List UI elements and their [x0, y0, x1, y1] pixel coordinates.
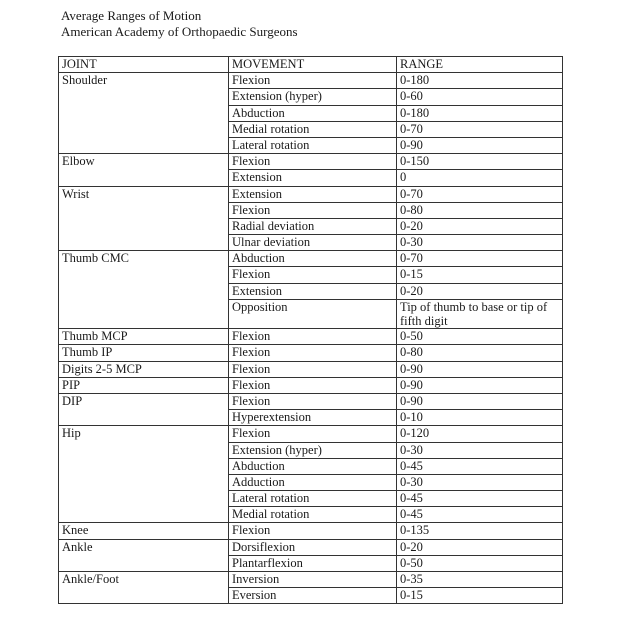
movement-cell: Medial rotation: [229, 507, 397, 523]
table-row: [59, 345, 563, 361]
range-cell: 0-90: [397, 361, 563, 377]
joint-cell: [59, 474, 229, 490]
joint-cell: PIP: [59, 377, 229, 393]
header-movement: MOVEMENT: [229, 57, 397, 73]
movement-cell: Medial rotation: [229, 121, 397, 137]
movement-cell: Flexion: [229, 523, 397, 539]
movement-cell: Inversion: [229, 572, 397, 588]
range-cell: 0-45: [397, 458, 563, 474]
joint-cell: [59, 442, 229, 458]
joint-cell: [59, 458, 229, 474]
movement-cell: Opposition: [229, 299, 397, 328]
table-row: [59, 137, 563, 153]
joint-cell: [59, 235, 229, 251]
range-cell: 0-45: [397, 507, 563, 523]
table-row: [59, 218, 563, 234]
joint-cell: DIP: [59, 393, 229, 409]
range-cell: 0-70: [397, 251, 563, 267]
joint-cell: [59, 588, 229, 604]
movement-cell: Radial deviation: [229, 218, 397, 234]
range-cell: 0-70: [397, 186, 563, 202]
range-cell: 0-50: [397, 329, 563, 345]
joint-cell: Digits 2-5 MCP: [59, 361, 229, 377]
table-row: [59, 89, 563, 105]
table-row: [59, 361, 563, 377]
joint-cell: [59, 283, 229, 299]
range-cell: 0-20: [397, 283, 563, 299]
movement-cell: Eversion: [229, 588, 397, 604]
range-cell: 0-15: [397, 588, 563, 604]
movement-cell: Extension (hyper): [229, 89, 397, 105]
table-row: [59, 426, 563, 442]
joint-cell: [59, 555, 229, 571]
document-heading: [61, 8, 298, 40]
table-row: [59, 170, 563, 186]
table-row: [59, 105, 563, 121]
table-row: [59, 507, 563, 523]
joint-cell: [59, 170, 229, 186]
joint-cell: Thumb CMC: [59, 251, 229, 267]
table-row: [59, 267, 563, 283]
table-row: [59, 393, 563, 409]
movement-cell: Flexion: [229, 154, 397, 170]
movement-cell: Hyperextension: [229, 410, 397, 426]
joint-cell: [59, 267, 229, 283]
table-row: [59, 458, 563, 474]
movement-cell: Abduction: [229, 105, 397, 121]
joint-cell: [59, 507, 229, 523]
range-cell: 0-30: [397, 474, 563, 490]
range-cell: 0-90: [397, 377, 563, 393]
range-cell: 0-150: [397, 154, 563, 170]
table-row: [59, 410, 563, 426]
joint-cell: Knee: [59, 523, 229, 539]
table-row: [59, 202, 563, 218]
joint-cell: Hip: [59, 426, 229, 442]
joint-cell: [59, 202, 229, 218]
table-row: [59, 555, 563, 571]
range-cell: Tip of thumb to base or tip of fifth digit: [397, 299, 563, 328]
joint-cell: Shoulder: [59, 73, 229, 89]
header-range: RANGE: [397, 57, 563, 73]
range-cell: 0-50: [397, 555, 563, 571]
joint-cell: Ankle/Foot: [59, 572, 229, 588]
range-cell: 0-80: [397, 202, 563, 218]
table-row: [59, 474, 563, 490]
range-cell: 0-135: [397, 523, 563, 539]
table-row: [59, 73, 563, 89]
joint-cell: [59, 105, 229, 121]
document-title: Average Ranges of Motion: [61, 8, 202, 23]
table-row: [59, 442, 563, 458]
movement-cell: Plantarflexion: [229, 555, 397, 571]
movement-cell: Flexion: [229, 202, 397, 218]
table-row: [59, 588, 563, 604]
joint-cell: [59, 299, 229, 328]
movement-cell: Flexion: [229, 361, 397, 377]
joint-cell: [59, 137, 229, 153]
joint-cell: Thumb IP: [59, 345, 229, 361]
table-body: [59, 57, 563, 604]
joint-cell: [59, 89, 229, 105]
movement-cell: Abduction: [229, 458, 397, 474]
table-header-row: [59, 57, 563, 73]
table-row: [59, 523, 563, 539]
movement-cell: Abduction: [229, 251, 397, 267]
header-joint: JOINT: [59, 57, 229, 73]
joint-cell: Thumb MCP: [59, 329, 229, 345]
table-row: [59, 329, 563, 345]
range-cell: 0-45: [397, 491, 563, 507]
range-cell: 0-70: [397, 121, 563, 137]
range-cell: 0-30: [397, 235, 563, 251]
movement-cell: Flexion: [229, 345, 397, 361]
table-row: [59, 235, 563, 251]
joint-cell: [59, 218, 229, 234]
range-cell: 0-80: [397, 345, 563, 361]
range-cell: 0-20: [397, 218, 563, 234]
range-cell: 0-180: [397, 105, 563, 121]
movement-cell: Flexion: [229, 393, 397, 409]
range-cell: 0-30: [397, 442, 563, 458]
movement-cell: Extension: [229, 283, 397, 299]
range-cell: 0-15: [397, 267, 563, 283]
movement-cell: Flexion: [229, 267, 397, 283]
document-source: American Academy of Orthopaedic Surgeons: [61, 24, 298, 39]
joint-cell: Elbow: [59, 154, 229, 170]
movement-cell: Extension: [229, 170, 397, 186]
table-row: [59, 251, 563, 267]
table-row: [59, 539, 563, 555]
range-cell: 0-90: [397, 393, 563, 409]
movement-cell: Extension: [229, 186, 397, 202]
movement-cell: Lateral rotation: [229, 137, 397, 153]
table-row: [59, 186, 563, 202]
movement-cell: Flexion: [229, 426, 397, 442]
table-row: [59, 154, 563, 170]
range-cell: 0-20: [397, 539, 563, 555]
joint-cell: Ankle: [59, 539, 229, 555]
range-cell: 0-60: [397, 89, 563, 105]
range-of-motion-table: [58, 56, 563, 604]
table-row: [59, 491, 563, 507]
range-cell: 0: [397, 170, 563, 186]
range-cell: 0-10: [397, 410, 563, 426]
movement-cell: Adduction: [229, 474, 397, 490]
table-row: [59, 377, 563, 393]
joint-cell: [59, 121, 229, 137]
joint-cell: [59, 491, 229, 507]
joint-cell: Wrist: [59, 186, 229, 202]
range-cell: 0-35: [397, 572, 563, 588]
range-cell: 0-180: [397, 73, 563, 89]
range-cell: 0-90: [397, 137, 563, 153]
movement-cell: Lateral rotation: [229, 491, 397, 507]
movement-cell: Flexion: [229, 73, 397, 89]
table-row: [59, 299, 563, 328]
movement-cell: Ulnar deviation: [229, 235, 397, 251]
movement-cell: Flexion: [229, 377, 397, 393]
table-row: [59, 121, 563, 137]
range-cell: 0-120: [397, 426, 563, 442]
table-row: [59, 283, 563, 299]
table-row: [59, 572, 563, 588]
movement-cell: Flexion: [229, 329, 397, 345]
movement-cell: Dorsiflexion: [229, 539, 397, 555]
joint-cell: [59, 410, 229, 426]
movement-cell: Extension (hyper): [229, 442, 397, 458]
